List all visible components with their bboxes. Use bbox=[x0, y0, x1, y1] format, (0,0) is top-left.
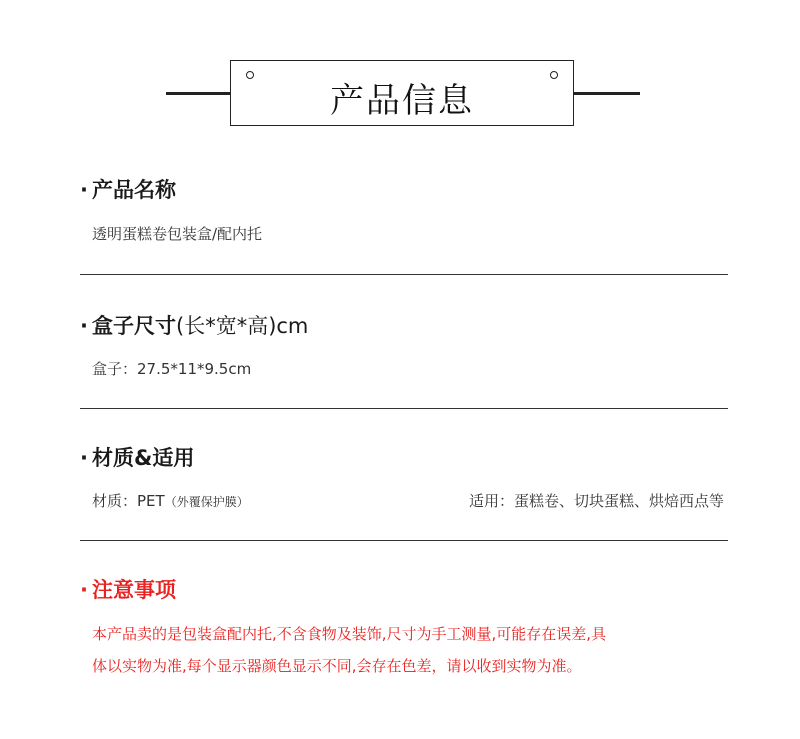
section-title-text: 产品名称 bbox=[92, 178, 176, 202]
page-title: 产品信息 bbox=[330, 81, 474, 121]
material-value bbox=[92, 490, 249, 511]
divider bbox=[80, 408, 728, 409]
section-title bbox=[80, 574, 176, 604]
bullet: · bbox=[80, 314, 88, 338]
section-title bbox=[80, 442, 194, 472]
divider bbox=[80, 540, 728, 541]
box-size-value: 盒子：27.5*11*9.5cm bbox=[92, 360, 252, 378]
section-material-usage bbox=[80, 440, 728, 540]
notice-text bbox=[92, 618, 732, 682]
bullet: · bbox=[80, 578, 88, 602]
title-tag-box bbox=[230, 60, 574, 126]
material-note: （外覆保护膜） bbox=[164, 495, 249, 509]
section-box-size bbox=[80, 306, 728, 406]
notice-line: 本产品卖的是包装盒配内托,不含食物及装饰,尺寸为手工测量,可能存在误差,具 bbox=[92, 625, 607, 643]
section-title bbox=[80, 310, 308, 340]
material-text: 材质：PET bbox=[92, 492, 165, 510]
divider bbox=[80, 274, 728, 275]
section-title-text: 盒子尺寸 bbox=[92, 314, 176, 338]
bullet: · bbox=[80, 446, 88, 470]
header bbox=[0, 0, 800, 140]
usage-value: 适用：蛋糕卷、切块蛋糕、烘焙西点等 bbox=[468, 492, 724, 510]
section-title-suffix: (长*宽*高)cm bbox=[176, 314, 309, 338]
notice-line: 体以实物为准,每个显示器颜色显示不同,会存在色差，请以收到实物为准。 bbox=[92, 657, 582, 675]
title-right-rule bbox=[568, 92, 640, 95]
section-product-name bbox=[80, 170, 728, 270]
section-title-text: 注意事项 bbox=[92, 578, 176, 602]
section-title bbox=[80, 174, 176, 204]
bullet: · bbox=[80, 178, 88, 202]
title-left-rule bbox=[166, 92, 240, 95]
product-name-value: 透明蛋糕卷包装盒/配内托 bbox=[92, 225, 263, 243]
section-title-text: 材质&适用 bbox=[92, 446, 195, 470]
